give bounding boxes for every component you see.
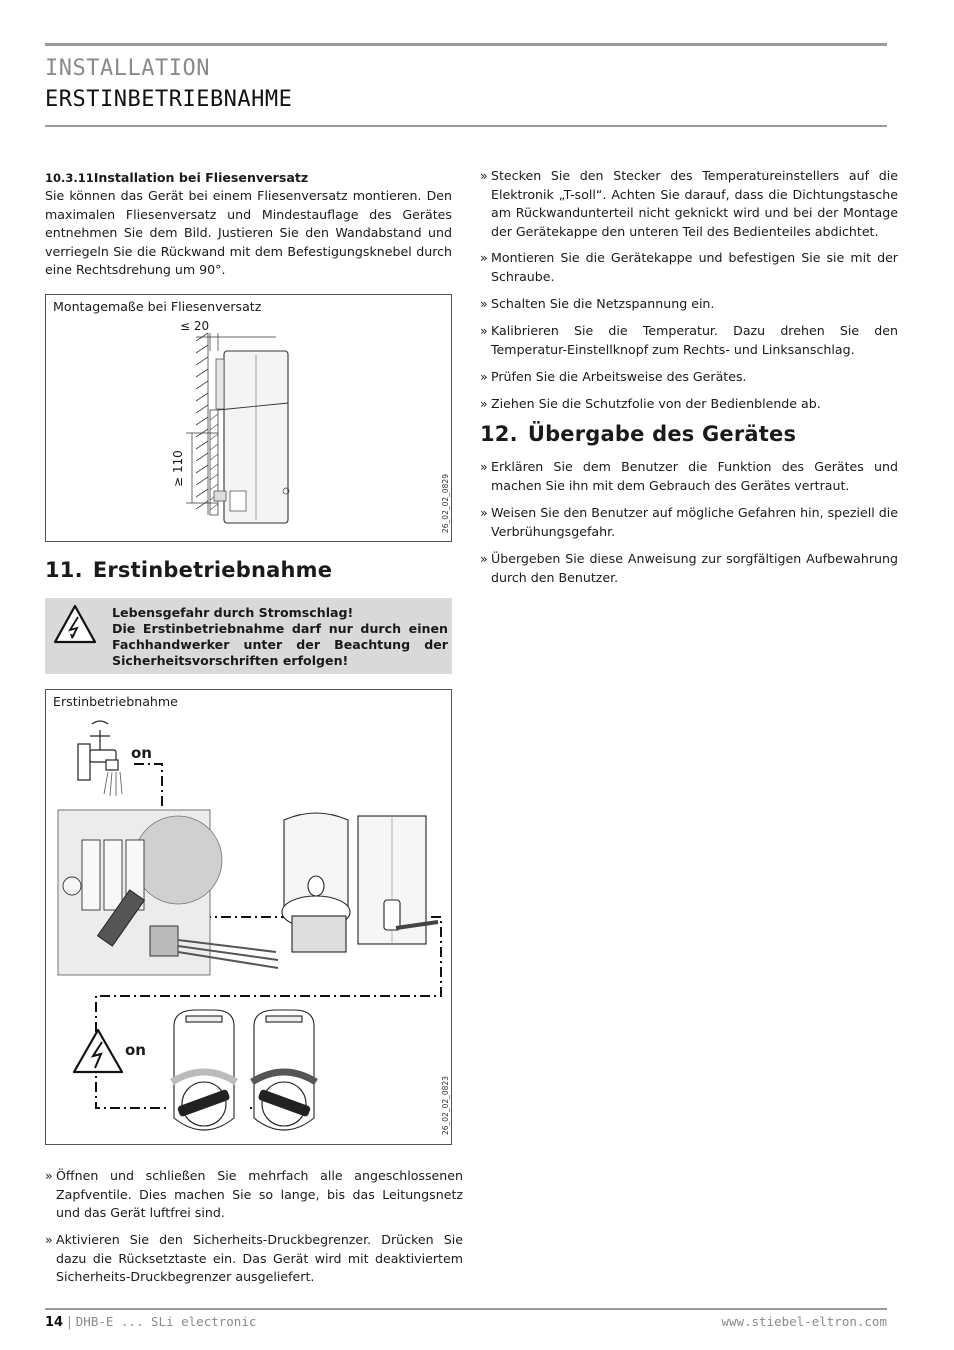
- tile-offset-drawing: [46, 295, 451, 541]
- bullet-item: » Übergeben Sie diese Anweisung zur sorgfältigen Aufbewahrung durch den Benutzer.: [480, 551, 898, 585]
- header-section: INSTALLATION: [45, 56, 210, 81]
- tap-on-label: on: [131, 744, 152, 762]
- warning-triangle-icon: [53, 604, 97, 644]
- intro-paragraph: Sie können das Gerät bei einem Fliesenversatz montieren. Den maximalen Fliesenversatz und Mindestauflage des Gerätes entnehmen Sie dem Bild. Justieren Sie den Wandabstand und verriegeln Sie die Rückwand mit dem Befestigungsknebel durch eine Rechtsdrehung um 90°.: [45, 188, 452, 277]
- section-11-heading: [45, 558, 452, 582]
- bullet-item: » Weisen Sie den Benutzer auf mögliche Gefahren hin, speziell die Verbrühungsgefahr.: [480, 505, 898, 539]
- bullet-item: » Kalibrieren Sie die Temperatur. Dazu drehen Sie den Temperatur-Einstellknopf zum Rechts- und Linksanschlag.: [480, 323, 898, 357]
- warning-box: [45, 598, 452, 674]
- figure-caption: Montagemaße bei Fliesenversatz: [53, 299, 262, 314]
- warning-text: [112, 605, 448, 669]
- warning-body: Die Erstinbetriebnahme darf nur durch einen Fachhandwerker unter der Beachtung der Sicherheitsvorschriften erfolgen!: [112, 621, 448, 668]
- subsection-number: 10.3.11: [45, 171, 94, 185]
- dimension-side-label: ≥ 110: [171, 450, 185, 487]
- bullet-item: » Erklären Sie dem Benutzer die Funktion des Gerätes und machen Sie ihn mit dem Gebrauch des Gerätes vertraut.: [480, 459, 898, 493]
- section-12-title: Übergabe des Gerätes: [527, 422, 797, 446]
- figure-tile-offset: [45, 294, 452, 542]
- bullet-item: » Prüfen Sie die Arbeitsweise des Gerätes.: [480, 369, 747, 384]
- footer-url[interactable]: www.stiebel-eltron.com: [721, 1314, 887, 1329]
- footer-left: [45, 1314, 256, 1330]
- page-number: 14: [45, 1315, 64, 1330]
- tap-icon: [78, 721, 118, 780]
- figure-commissioning: [45, 689, 452, 1145]
- document-title: DHB-E ... SLi electronic: [75, 1314, 257, 1329]
- subsection-heading: [45, 169, 452, 187]
- header-rule-top: [45, 43, 887, 46]
- footer-separator: |: [67, 1315, 72, 1330]
- bullet-item: » Aktivieren Sie den Sicherheits-Druckbegrenzer. Drücken Sie dazu die Rücksetztaste ein. Das Gerät wird mit deaktiviertem Sicherheits-Druckbegrenzer ausgeliefert.: [45, 1232, 463, 1284]
- bullet-item: » Schalten Sie die Netzspannung ein.: [480, 296, 715, 311]
- dimension-top-label: ≤ 20: [180, 319, 210, 333]
- bullet-item: » Montieren Sie die Gerätekappe und befestigen Sie sie mit der Schraube.: [480, 250, 898, 284]
- section-12-heading: [480, 422, 887, 446]
- section-11-title: Erstinbetriebnahme: [92, 558, 333, 582]
- bullet-item: » Ziehen Sie die Schutzfolie von der Bedienblende ab.: [480, 396, 821, 411]
- power-warning-icon: [74, 1030, 122, 1072]
- bullet-item: » Öffnen und schließen Sie mehrfach alle angeschlossenen Zapfventile. Dies machen Sie so lange, bis das Leitungsnetz und das Gerät luftfrei sind.: [45, 1168, 463, 1220]
- header-rule-bottom: [45, 125, 887, 127]
- figure-code: 26_02_02_0823: [441, 1076, 450, 1135]
- commissioning-drawing: [46, 690, 451, 1144]
- warning-title: Lebensgefahr durch Stromschlag!: [112, 605, 354, 620]
- header-subsection: ERSTINBETRIEBNAHME: [45, 87, 293, 112]
- footer-rule: [45, 1308, 887, 1310]
- figure-caption: Erstinbetriebnahme: [53, 694, 178, 709]
- section-12-number: 12.: [480, 422, 518, 446]
- section-11-number: 11.: [45, 558, 83, 582]
- figure-code: 26_02_02_0829: [441, 474, 450, 533]
- power-on-label: on: [125, 1041, 146, 1059]
- subsection-title: Installation bei Fliesenversatz: [93, 170, 309, 185]
- bullet-item: » Stecken Sie den Stecker des Temperatureinstellers auf die Elektronik „T-soll“. Achten Sie darauf, dass die Dichtungstasche am Rückwandunterteil nicht geknickt wird und bei der Montage der Gerätekappe den unteren Teil des Bedienteiles abdichtet.: [480, 168, 898, 239]
